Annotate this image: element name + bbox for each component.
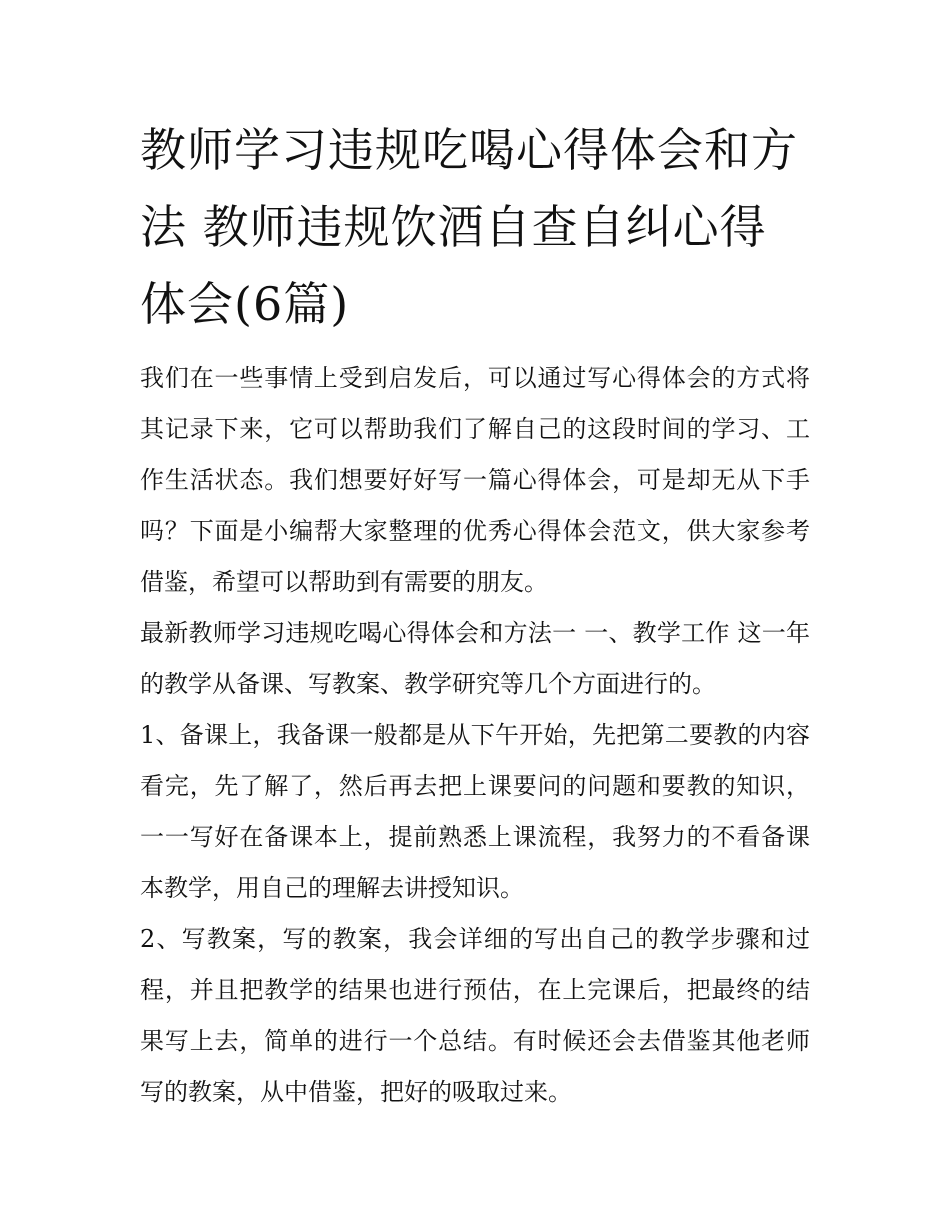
document-title: 教师学习违规吃喝心得体会和方法 教师违规饮酒自查自纠心得体会(6篇) xyxy=(140,123,798,331)
lesson-plan-paragraph: 2、写教案，写的教案，我会详细的写出自己的教学步骤和过程，并且把教学的结果也进行预估，在上完课后，把最终的结果写上去，简单的进行一个总结。有时候还会去借鉴其他老师写的教案，从中借鉴，把好的吸取过来。 xyxy=(140,925,810,1106)
section-one-paragraph: 最新教师学习违规吃喝心得体会和方法一 一、教学工作 这一年的教学从备课、写教案、教学研究等几个方面进行的。 xyxy=(140,619,810,698)
lesson-prep-paragraph: 1、备课上，我备课一般都是从下午开始，先把第二要教的内容看完，先了解了，然后再去把上课要问的问题和要教的知识，一一写好在备课本上，提前熟悉上课流程，我努力的不看备课本教学，用自己的理解去讲授知识。 xyxy=(140,721,810,902)
intro-paragraph: 我们在一些事情上受到启发后，可以通过写心得体会的方式将其记录下来，它可以帮助我们了解自己的这段时间的学习、工作生活状态。我们想要好好写一篇心得体会，可是却无从下手吗？下面是小编帮大家整理的优秀心得体会范文，供大家参考借鉴，希望可以帮助到有需要的朋友。 xyxy=(140,364,810,596)
document-content xyxy=(140,112,810,1118)
